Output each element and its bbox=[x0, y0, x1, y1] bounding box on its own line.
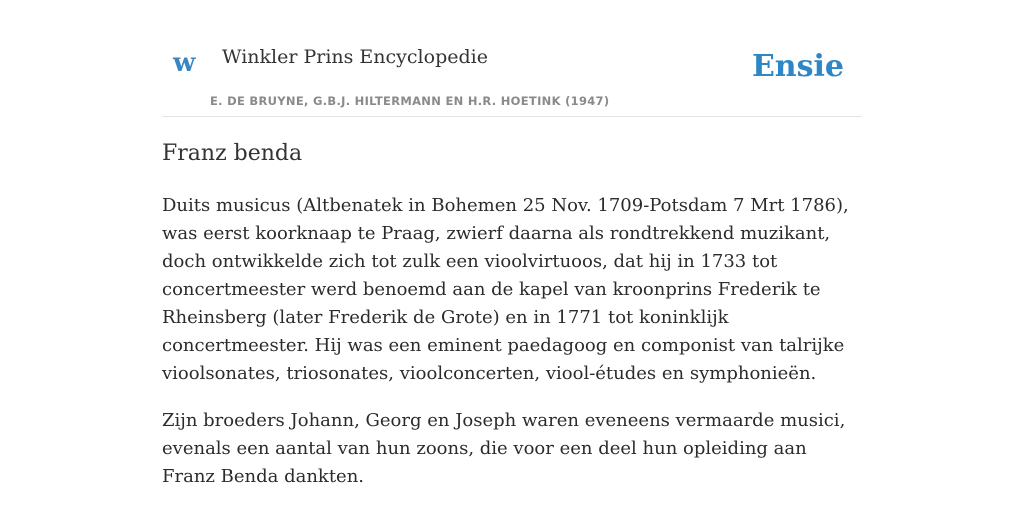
source-header bbox=[162, 0, 862, 117]
article-body bbox=[162, 192, 862, 510]
publication-authors: E. DE BRUYNE, G.B.J. HILTERMANN EN H.R. HOETINK (1947) bbox=[210, 94, 610, 108]
publication-title[interactable]: Winkler Prins Encyclopedie bbox=[222, 46, 488, 68]
publication-logo: w bbox=[173, 48, 196, 78]
brand-logo[interactable]: Ensie bbox=[751, 49, 844, 84]
article-paragraph: Zijn broeders Johann, Georg en Joseph waren eveneens vermaarde musici, evenals een aantal van hun zoons, die voor een deel hun opleiding aan Franz Benda dankten. bbox=[162, 410, 846, 487]
article-title: Franz benda bbox=[162, 141, 303, 166]
article-paragraph: Duits musicus (Altbenatek in Bohemen 25 Nov. 1709-Potsdam 7 Mrt 1786), was eerst koorknaap te Praag, zwierf daarna als rondtrekkend muzikant, doch ontwikkelde zich tot zulk een vioolvirtuoos, dat hij in 1733 tot concertmeester werd benoemd aan de kapel van kroonprins Frederik te Rheinsberg (later Frederik de Grote) en in 1771 tot koninklijk concertmeester. Hij was een eminent paedagoog en componist van talrijke vioolsonates, triosonates, vioolconcerten, viool-études en symphonieën. bbox=[162, 195, 849, 384]
